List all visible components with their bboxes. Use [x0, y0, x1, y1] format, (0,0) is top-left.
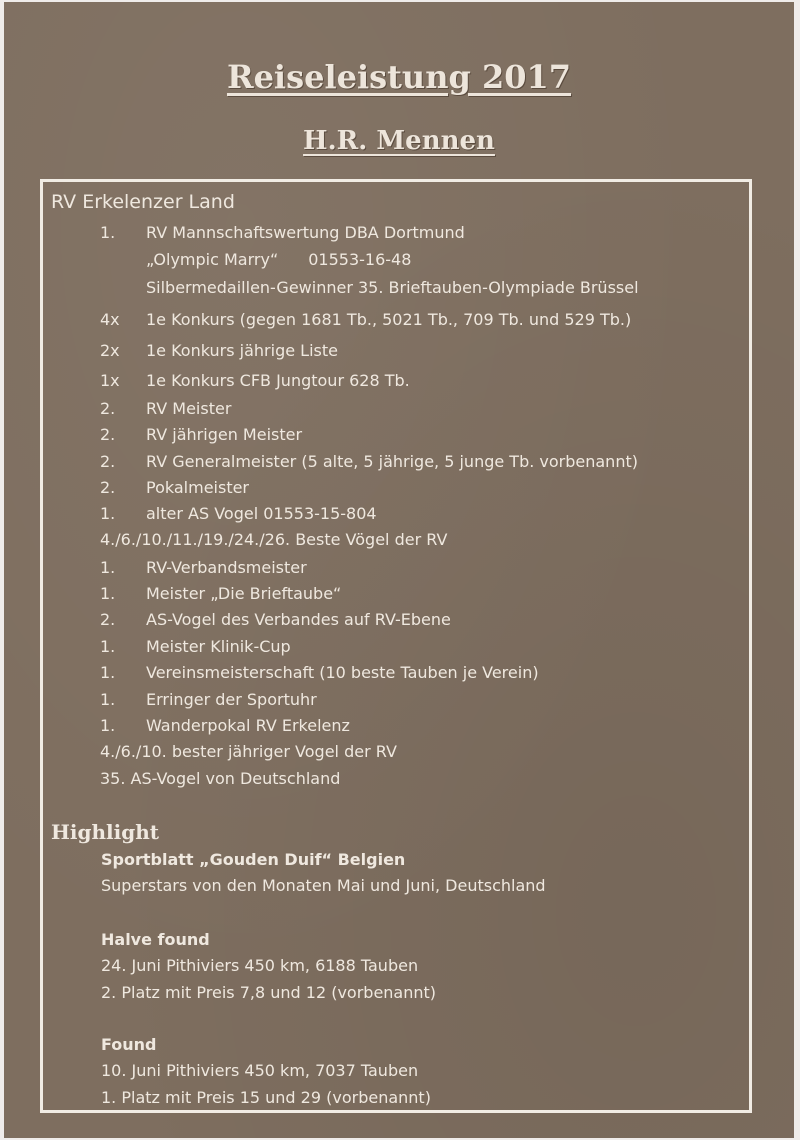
list-item-text: 35. AS-Vogel von Deutschland [100, 769, 341, 788]
list-item-text: Meister „Die Brieftaube“ [146, 584, 342, 603]
pigeon-name: „Olympic Marry“ [146, 250, 279, 269]
list-item-text: RV-Verbandsmeister [146, 558, 307, 577]
list-item-text: RV Mannschaftswertung DBA Dortmund [146, 223, 465, 242]
highlight-text: 24. Juni Pithiviers 450 km, 6188 Tauben [101, 956, 419, 975]
list-item-number: 1. [100, 637, 116, 656]
highlight-text: Superstars von den Monaten Mai und Juni, Deutschland [101, 876, 546, 895]
list-item-text: Vereinsmeisterschaft (10 beste Tauben je Verein) [146, 663, 539, 682]
list-item-number: 2. [100, 425, 116, 444]
highlight-text: 1. Platz mit Preis 15 und 29 (vorbenannt) [101, 1088, 431, 1107]
list-item-number: 1. [100, 504, 116, 523]
highlight-heading: Halve found [101, 930, 210, 949]
document-page [4, 2, 794, 1138]
list-item-number: 4x [100, 310, 120, 329]
list-item-text: RV Generalmeister (5 alte, 5 jährige, 5 junge Tb. vorbenannt) [146, 452, 638, 471]
highlight-heading: Found [101, 1035, 157, 1054]
list-item-number: 2. [100, 610, 116, 629]
list-item-text: 1e Konkurs (gegen 1681 Tb., 5021 Tb., 709 Tb. und 529 Tb.) [146, 310, 632, 329]
list-item-text: 1e Konkurs CFB Jungtour 628 Tb. [146, 371, 410, 390]
list-item-number: 2. [100, 452, 116, 471]
list-item-text: Erringer der Sportuhr [146, 690, 317, 709]
list-item-text: RV Meister [146, 399, 232, 418]
list-item-text: Wanderpokal RV Erkelenz [146, 716, 350, 735]
page-subtitle: H.R. Mennen [303, 126, 495, 156]
list-item-number: 1. [100, 690, 116, 709]
section-title-highlight: Highlight [51, 820, 159, 844]
list-item-text [146, 249, 411, 271]
list-item-text: 4./6./10./11./19./24./26. Beste Vögel der RV [100, 530, 448, 549]
list-item-number: 1. [100, 558, 116, 577]
highlight-text: 2. Platz mit Preis 7,8 und 12 (vorbenannt) [101, 983, 437, 1002]
list-item-number: 2. [100, 478, 116, 497]
page-title: Reiseleistung 2017 [226, 58, 572, 96]
ring-number: 01553-16-48 [308, 250, 412, 269]
section-title-rv: RV Erkelenzer Land [51, 191, 235, 213]
highlight-text: 10. Juni Pithiviers 450 km, 7037 Tauben [101, 1061, 419, 1080]
list-item-text: alter AS Vogel 01553-15-804 [146, 504, 377, 523]
list-item-number: 1. [100, 584, 116, 603]
list-item-number: 1x [100, 371, 120, 390]
list-item-text: RV jährigen Meister [146, 425, 303, 444]
list-item-text: Pokalmeister [146, 478, 250, 497]
list-item-number: 2x [100, 341, 120, 360]
list-item-text: Meister Klinik-Cup [146, 637, 291, 656]
list-item-number: 1. [100, 663, 116, 682]
list-item-text: 1e Konkurs jährige Liste [146, 341, 338, 360]
list-item-text: AS-Vogel des Verbandes auf RV-Ebene [146, 610, 451, 629]
list-item-text: Silbermedaillen-Gewinner 35. Brieftauben-Olympiade Brüssel [146, 278, 639, 297]
list-item-number: 1. [100, 716, 116, 735]
list-item-text: 4./6./10. bester jähriger Vogel der RV [100, 742, 397, 761]
list-item-number: 1. [100, 223, 116, 242]
highlight-heading: Sportblatt „Gouden Duif“ Belgien [101, 850, 406, 869]
list-item-number: 2. [100, 399, 116, 418]
